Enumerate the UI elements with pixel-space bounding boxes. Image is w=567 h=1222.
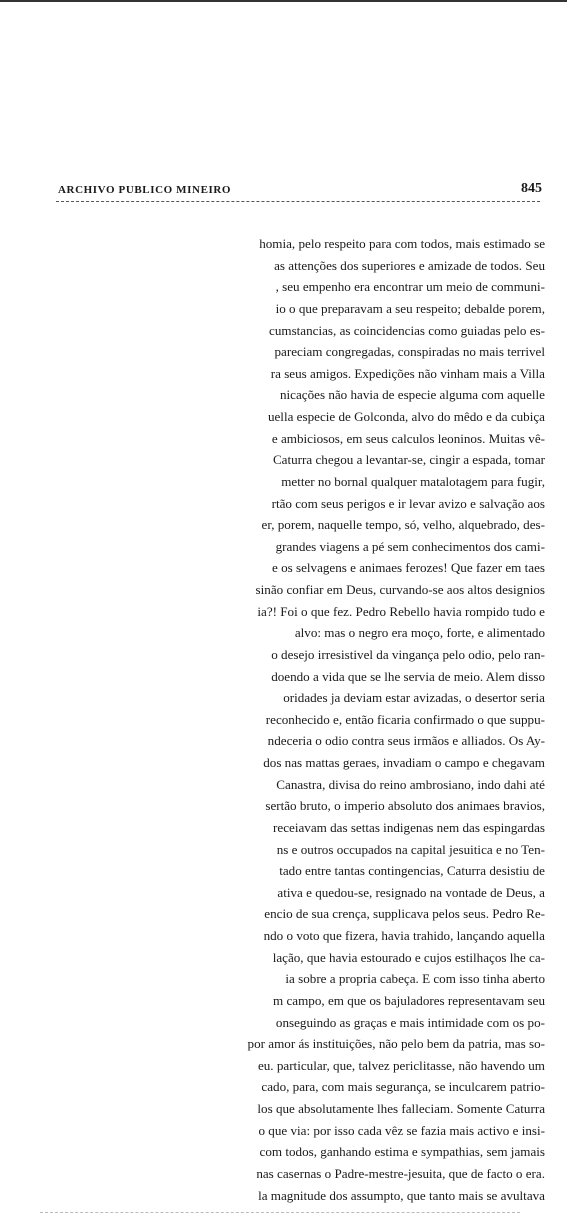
running-header-title: ARCHIVO PUBLICO MINEIRO (58, 184, 232, 196)
text-line: reconhecido e, então ficaria confirmado o que suppu- (265, 711, 545, 727)
text-line: Canastra, divisa do reino ambrosiano, indo dahi até (276, 776, 545, 792)
text-line: grandes viagens a pé sem conhecimentos dos cami- (275, 538, 545, 554)
text-line: nas casernas o Padre-mestre-jesuita, que de facto o era. (256, 1165, 545, 1181)
text-line: alvo: mas o negro era moço, forte, e alimentado (294, 625, 545, 641)
bottom-edge-marks (40, 1212, 520, 1215)
text-line: sertão bruto, o imperio absoluto dos animaes bravios, (265, 798, 545, 814)
text-line: encio de sua crença, supplicava pelos seus. Pedro Re- (264, 906, 545, 922)
text-line: com todos, ganhando estima e sympathias, sem jamais (259, 1144, 545, 1160)
text-line: pareciam congregadas, conspiradas no mais terrivel (274, 344, 545, 360)
text-line: dos nas mattas geraes, invadiam o campo e chegavam (263, 755, 545, 770)
text-line: uella especie de Golconda, alvo do mêdo e da cubiça (267, 409, 545, 424)
text-line: rtão com seus perigos e ir levar avizo e salvação aos (271, 495, 545, 511)
text-line: la magnitude dos assumpto, que tanto mais se avultava (258, 1187, 545, 1203)
text-line: as attenções dos superiores e amizade de todos. Seu (274, 257, 545, 273)
text-line: homia, pelo respeito para com todos, mais estimado se (259, 236, 545, 251)
text-line: por amor ás instituições, não pelo bem da patria, mas so- (247, 1036, 545, 1052)
text-line: e ambiciosos, em seus calculos leoninos. Muitas vê- (271, 430, 545, 446)
text-line: doendo a vida que se lhe servia de meio. Alem disso (271, 668, 545, 684)
text-line: ra seus amigos. Expedições não vinham mais a Villa (270, 365, 545, 381)
page-number: 845 (521, 181, 542, 196)
text-line: ns e outros occupados na capital jesuitica e no Ten- (276, 841, 545, 857)
text-line: io o que preparavam a seu respeito; debalde porem, (275, 300, 545, 316)
text-line: e os selvagens e animaes ferozes! Que fazer em taes (271, 560, 545, 576)
text-line: o que via: por isso cada vêz se fazia mais activo e insi- (258, 1122, 545, 1138)
text-line: ia sobre a propria cabeça. E com isso tinha aberto (285, 971, 545, 987)
text-line: m campo, em que os bajuladores representavam seu (273, 992, 545, 1008)
text-line: ia?! Foi o que fez. Pedro Rebello havia rompido tudo e (257, 603, 545, 619)
top-edge-rule (0, 0, 567, 2)
text-line: oridades ja deviam estar avizadas, o desertor seria (283, 690, 545, 706)
text-line: ativa e quedou-se, resignado na vontade de Deus, a (277, 884, 545, 900)
text-line: ndo o voto que fizera, havia trahido, lançando aquella (263, 928, 545, 943)
text-line: er, porem, naquelle tempo, só, velho, alquebrado, des- (261, 517, 545, 533)
text-line: metter no bornal qualquer matalotagem para fugir, (281, 473, 545, 489)
text-line: lação, que havia estourado e cujos estilhaços lhe ca- (272, 949, 545, 965)
text-line: cado, para, com mais segurança, se inculcarem patrio- (261, 1079, 545, 1095)
text-line: nicações não havia de especie alguma com aquelle (279, 387, 545, 403)
text-line: los que absolutamente lhes falleciam. Somente Caturra (257, 1101, 545, 1116)
text-line: onseguindo as graças e mais intimidade com os po- (275, 1014, 545, 1030)
text-line: , seu empenho era encontrar um meio de communi- (275, 279, 545, 295)
text-line: Caturra chegou a levantar-se, cingir a espada, tomar (272, 452, 545, 468)
running-header (0, 181, 567, 206)
text-line: sinão confiar em Deus, curvando-se aos altos designios (255, 582, 545, 597)
text-line: cumstancias, as coincidencias como guiadas pelo es- (269, 322, 545, 338)
text-line: ndeceria o odio contra seus irmãos e alliados. Os Ay- (267, 733, 545, 749)
text-line: receiavam das settas indigenas nem das espingardas (273, 819, 545, 835)
body-text (0, 233, 545, 1206)
text-line: o desejo irresistivel da vingança pelo odio, pelo ran- (271, 646, 545, 662)
text-line: tado entre tantas contingencias, Caturra desistiu de (279, 863, 545, 879)
text-line: eu. particular, que, talvez periclitasse, não havendo um (257, 1057, 545, 1073)
header-rule (56, 201, 540, 202)
